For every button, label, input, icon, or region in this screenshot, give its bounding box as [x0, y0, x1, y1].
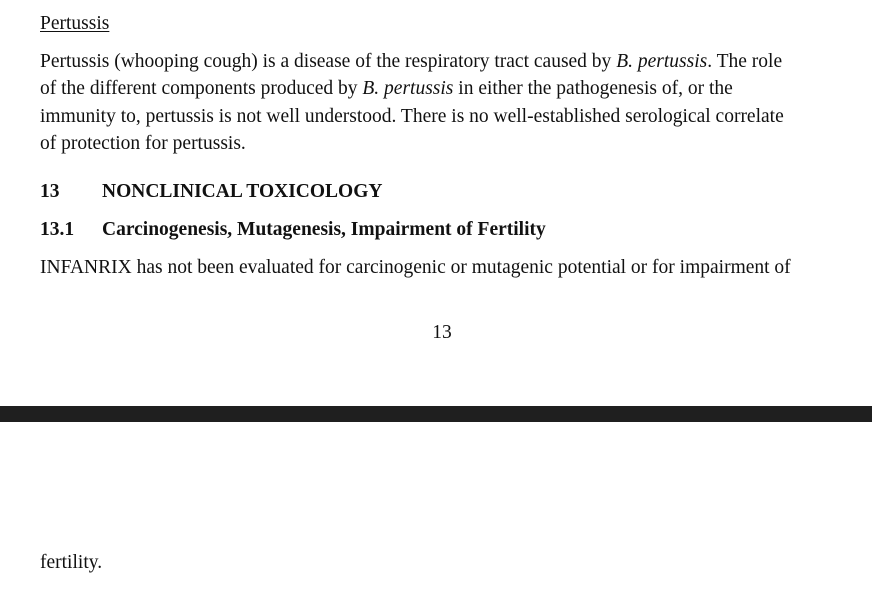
- page-number: 13: [432, 322, 452, 343]
- paragraph-line: [40, 103, 840, 130]
- paragraph-text: of the different components produced by: [40, 78, 363, 100]
- paragraph-text: . The role: [707, 51, 783, 72]
- continuation-text: fertility.: [40, 552, 103, 573]
- section-number: 13.1: [40, 219, 75, 240]
- pertussis-paragraph: [40, 48, 840, 157]
- carcinogenesis-body-text: INFANRIX has not been evaluated for carcinogenic or mutagenic potential or for impairment of: [40, 257, 791, 278]
- page-break-divider: [0, 406, 872, 422]
- document-page-14: [0, 422, 872, 593]
- paragraph-text: immunity to, pertussis is not well understood. There is no well-established serological correlate: [40, 105, 784, 127]
- paragraph-text: of protection for pertussis.: [40, 132, 246, 154]
- paragraph-text: Pertussis (whooping cough) is a disease of the respiratory tract caused by: [40, 51, 617, 72]
- paragraph-line: [40, 48, 840, 75]
- paragraph-line: [40, 130, 840, 157]
- section-title: NONCLINICAL TOXICOLOGY: [102, 181, 383, 202]
- section-title: Carcinogenesis, Mutagenesis, Impairment of Fertility: [102, 219, 546, 240]
- organism-name-italic: B. pertussis: [616, 51, 708, 72]
- organism-name-italic: B. pertussis: [362, 78, 454, 100]
- section-number: 13: [40, 181, 60, 202]
- paragraph-text: in either the pathogenesis of, or the: [453, 78, 733, 100]
- subheading-pertussis: Pertussis: [40, 13, 110, 34]
- paragraph-line: [40, 75, 840, 102]
